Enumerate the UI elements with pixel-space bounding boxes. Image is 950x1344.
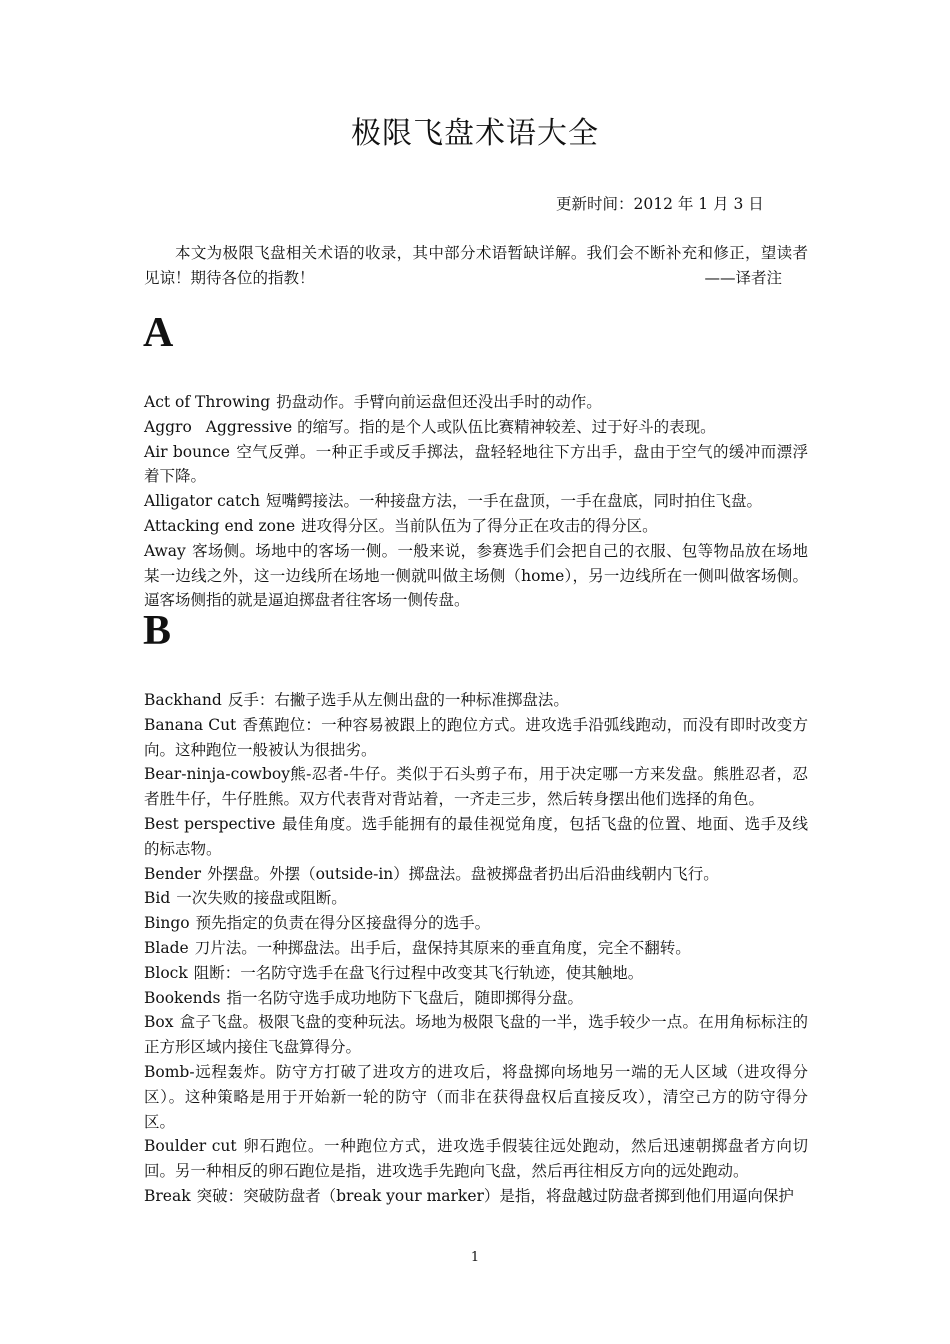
glossary-entry [144,936,808,961]
entry-definition: 阻断：一名防守选手在盘飞行过程中改变其飞行轨迹，使其触地。 [193,963,644,982]
entry-term: Attacking end zone [144,516,296,535]
entry-term: Banana Cut [144,715,237,734]
entry-term: Act of Throwing [144,393,271,411]
glossary-entry [144,762,808,812]
update-date: 更新时间：2012 年 1 月 3 日 [556,195,764,213]
glossary-entry [144,688,808,713]
glossary-entry [144,911,808,936]
entry-definition: 熊-忍者-牛仔。类似于石头剪子布，用于决定哪一方来发盘。熊胜忍者，忍者胜牛仔，牛仔胜熊。双方代表背对背站着，一齐走三步，然后转身摆出他们选择的角色。 [144,765,808,809]
entry-term: Away [144,541,186,560]
entry-term: Bender [144,864,202,883]
entry-definition: 突破：突破防盘者（break your marker）是指，将盘越过防盘者掷到他们用逼向保护 [196,1186,794,1205]
entry-definition: 空气反弹。一种正手或反手掷法，盘轻轻地往下方出手，盘由于空气的缓冲而漂浮着下降。 [144,442,808,486]
glossary-entry [144,862,808,887]
glossary-entry [144,886,808,911]
page-title: 极限飞盘术语大全 [351,116,599,151]
glossary-entry [144,961,808,986]
intro-text: 本文为极限飞盘相关术语的收录，其中部分术语暂缺详解。我们会不断补充和修正，望读者见谅！期待各位的指教！ [144,244,808,287]
glossary-entry [144,986,808,1011]
entry-term: Best perspective [144,814,276,833]
glossary-section-a [144,390,808,613]
glossary-entry [144,1134,808,1184]
entry-definition: 客场侧。场地中的客场一侧。一般来说，参赛选手们会把自己的衣服、包等物品放在场地某一边线之外，这一边线所在场地一侧就叫做主场侧（home），另一边线所在一侧叫做客场侧。逼客场侧指的就是逼迫掷盘者往客场一侧传盘。 [144,541,808,610]
glossary-entry [144,539,808,613]
entry-term: Blade [144,938,189,957]
entry-definition: 远程轰炸。防守方打破了进攻方的进攻后，将盘掷向场地另一端的无人区域（进攻得分区）。这种策略是用于开始新一轮的防守（而非在获得盘权后直接反攻），清空己方的防守得分区。 [144,1062,808,1131]
entry-term: Block [144,963,188,982]
entry-term: Box [144,1013,174,1032]
entry-definition: 预先指定的负责在得分区接盘得分的选手。 [195,914,491,933]
glossary-section-b [144,688,808,1209]
entry-definition: 刀片法。一种掷盘法。出手后，盘保持其原来的垂直角度，完全不翻转。 [194,938,691,957]
page-number: 1 [470,1250,480,1265]
entry-definition: 指一名防守选手成功地防下飞盘后，随即掷得分盘。 [226,988,583,1007]
glossary-entry [144,489,808,514]
glossary-entry [144,1010,808,1060]
entry-term: Backhand [144,691,222,709]
glossary-entry [144,713,808,763]
entry-term: Boulder cut [144,1137,237,1156]
entry-definition: 一次失败的接盘或阻断。 [176,889,347,908]
entry-definition: 盒子飞盘。极限飞盘的变种玩法。场地为极限飞盘的一半，选手较少一点。在用角标标注的正方形区域内接住飞盘算得分。 [144,1013,808,1057]
entry-term: Bingo [144,914,190,933]
glossary-entry [144,812,808,862]
entry-term: Bid [144,889,171,908]
entry-definition: 外摆盘。外摆（outside-in）掷盘法。盘被掷盘者扔出后沿曲线朝内飞行。 [207,864,719,883]
entry-definition: 最佳角度。选手能拥有的最佳视觉角度，包括飞盘的位置、地面、选手及线的标志物。 [144,814,808,858]
entry-definition: 进攻得分区。当前队伍为了得分正在攻击的得分区。 [301,516,658,535]
intro-paragraph [144,241,808,291]
section-heading-b: B [143,608,172,654]
entry-term: Break [144,1186,191,1205]
entry-term: Air bounce [144,442,230,461]
entry-term: Aggro [144,417,192,436]
glossary-entry [144,514,808,539]
entry-definition: 短嘴鳄接法。一种接盘方法，一手在盘顶，一手在盘底，同时拍住飞盘。 [265,492,762,511]
entry-definition: 反手：右撇子选手从左侧出盘的一种标准掷盘法。 [227,691,569,709]
entry-term: Bear-ninja-cowboy [144,765,290,784]
glossary-entry [144,1060,808,1134]
entry-definition: 扔盘动作。手臂向前运盘但还没出手时的动作。 [276,393,602,411]
glossary-entry [144,390,808,415]
entry-term: Bomb- [144,1062,195,1081]
entry-term: Bookends [144,988,221,1007]
entry-definition: 香蕉跑位：一种容易被跟上的跑位方式。进攻选手沿弧线跑动，而没有即时改变方向。这种跑位一般被认为很拙劣。 [144,715,808,759]
glossary-entry [144,1184,808,1209]
glossary-entry [144,415,808,440]
section-heading-a: A [143,310,174,356]
entry-definition: 卵石跑位。一种跑位方式，进攻选手假装往远处跑动，然后迅速朝掷盘者方向切回。另一种相反的卵石跑位是指，进攻选手先跑向飞盘，然后再往相反方向的远处跑动。 [144,1137,808,1181]
entry-term: Alligator catch [144,492,260,511]
intro-signature: ——译者注 [704,269,782,287]
entry-definition: Aggressive 的缩写。指的是个人或队伍比赛精神较差、过于好斗的表现。 [205,417,716,436]
glossary-entry [144,440,808,490]
